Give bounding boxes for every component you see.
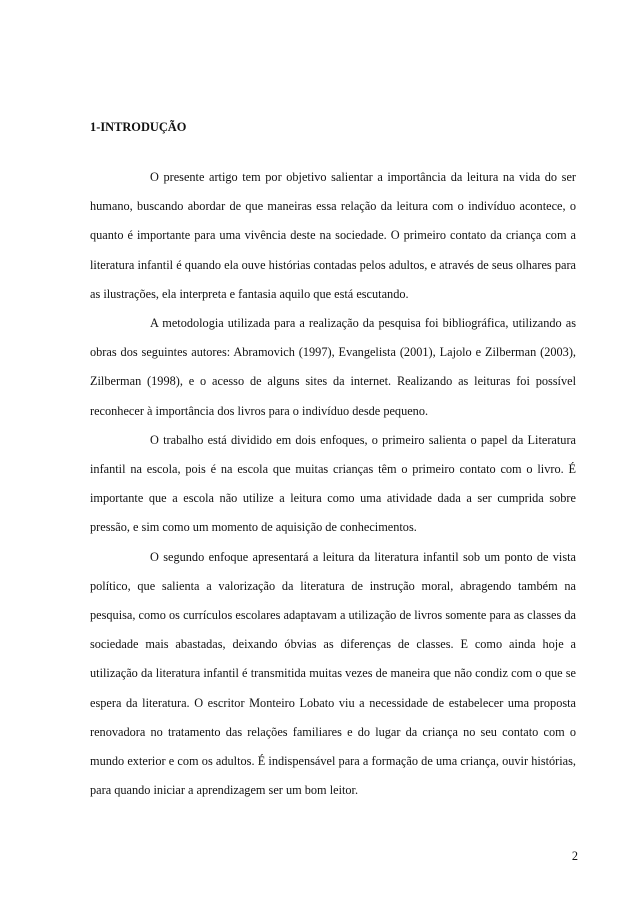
paragraph-second-focus: O segundo enfoque apresentará a leitura da literatura infantil sob um ponto de vista político, que salienta a valorização da literatura de instrução moral, abragendo também na pesquisa, como os currículos escolares adaptavam a utilização de livros somente para as classes da sociedade mais abastadas, deixando óbvias as diferenças de classes. E como ainda hoje a utilização da literatura infantil é transmitida muitas vezes de maneira que não condiz com o que se espera da literatura. O escritor Monteiro Lobato viu a necessidade de estabelecer uma proposta renovadora no tratamento das relações familiares e do lugar da criança no seu contato com o mundo exterior e com os adultos. É indispensável para a formação de uma criança, ouvir histórias, para quando iniciar a aprendizagem ser um bom leitor. xyxy=(90,549,576,798)
section-heading: 1-INTRODUÇÃO xyxy=(90,120,187,134)
body-text xyxy=(90,163,576,805)
page-number: 2 xyxy=(571,849,578,863)
paragraph-methodology: A metodologia utilizada para a realização da pesquisa foi bibliográfica, utilizando as obras dos seguintes autores: Abramovich (1997), Evangelista (2001), Lajolo e Zilberman (2003), Zilberman (1998), e o acesso de alguns sites da internet. Realizando as leituras foi possível reconhecer à importância dos livros para o indivíduo desde pequeno. xyxy=(90,316,576,418)
paragraph-structure: O trabalho está dividido em dois enfoques, o primeiro salienta o papel da Literatura infantil na escola, pois é na escola que muitas crianças têm o primeiro contato com o livro. É importante que a escola não utilize a leitura como uma atividade dada a ser cumprida sobre pressão, e sim como um momento de aquisição de conhecimentos. xyxy=(90,432,576,535)
paragraph-introduction: O presente artigo tem por objetivo salientar a importância da leitura na vida do ser humano, buscando abordar de que maneiras essa relação da leitura com o indivíduo acontece, o quanto é importante para uma vivência deste na sociedade. O primeiro contato da criança com a literatura infantil é quando ela ouve histórias contadas pelos adultos, e através de seus olhares para as ilustrações, ela interpreta e fantasia aquilo que está escutando. xyxy=(90,170,576,301)
